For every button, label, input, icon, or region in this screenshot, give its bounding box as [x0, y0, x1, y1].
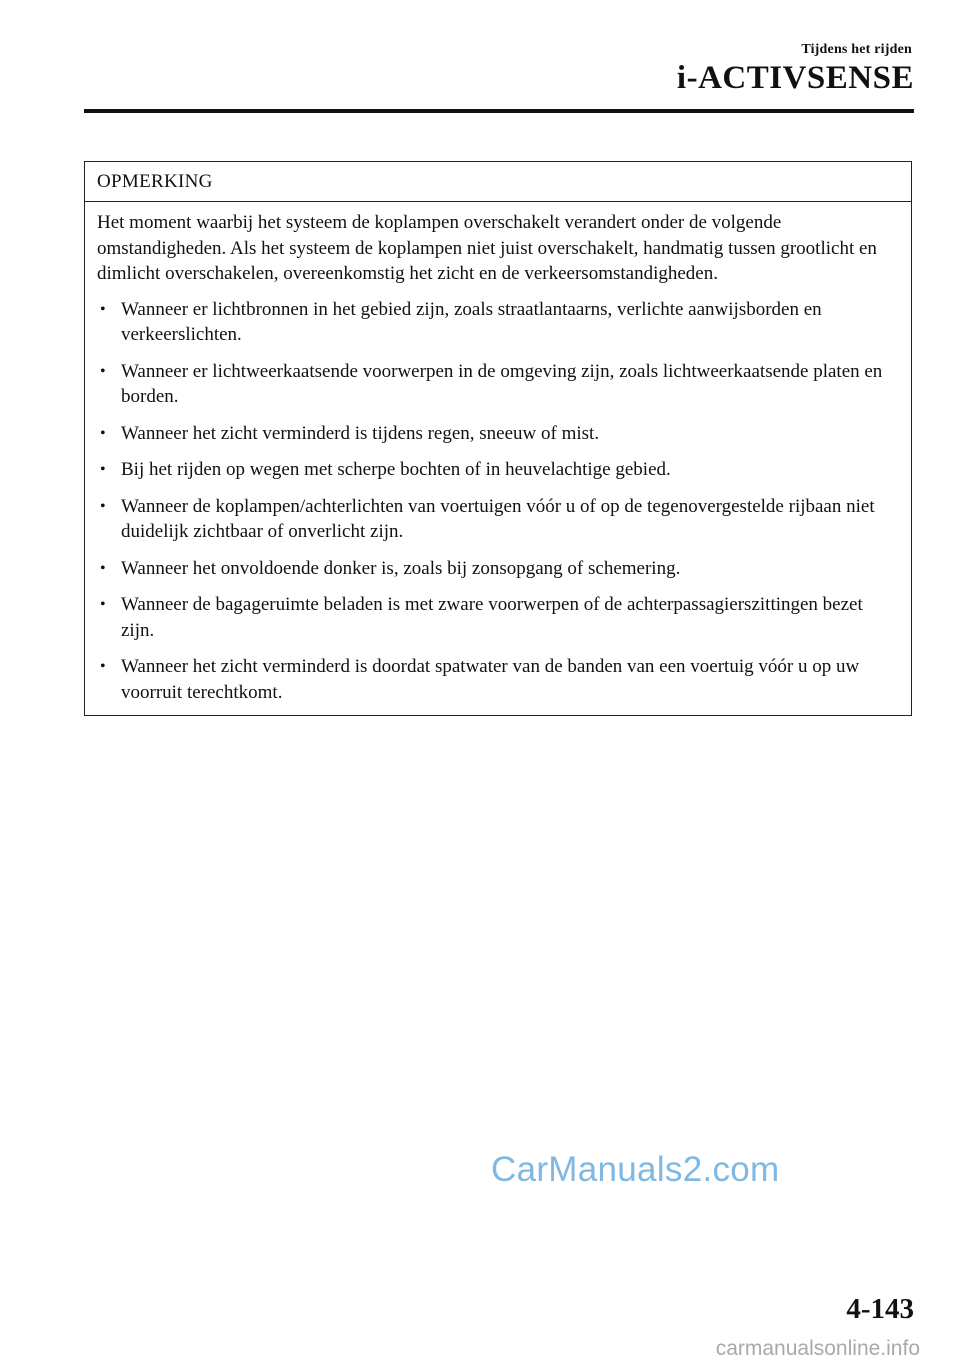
- footer-url[interactable]: carmanualsonline.info: [715, 1337, 920, 1360]
- header-rule: [84, 109, 914, 113]
- list-item-text: Wanneer de bagageruimte beladen is met zware voorwerpen of de achterpassagierszittingen bezet zijn.: [121, 594, 863, 641]
- list-item: [97, 359, 899, 410]
- list-item: [97, 494, 899, 545]
- watermark-logo: CarManuals2.com: [491, 1150, 780, 1189]
- list-item: [97, 421, 899, 447]
- bullet-icon: •: [100, 559, 106, 577]
- list-item-text: Bij het rijden op wegen met scherpe bochten of in heuvelachtige gebied.: [121, 459, 671, 480]
- list-item: [97, 297, 899, 348]
- note-list: [97, 297, 899, 706]
- list-item-text: Wanneer er lichtweerkaatsende voorwerpen in de omgeving zijn, zoals lichtweerkaatsende platen en borden.: [121, 360, 883, 407]
- bullet-icon: •: [100, 300, 106, 318]
- bullet-icon: •: [100, 658, 106, 675]
- list-item: [97, 654, 899, 705]
- note-heading: OPMERKING: [85, 162, 911, 202]
- bullet-icon: •: [100, 362, 106, 380]
- list-item-text: Wanneer het onvoldoende donker is, zoals bij zonsopgang of schemering.: [121, 557, 681, 579]
- bullet-icon: •: [100, 596, 106, 613]
- bullet-icon: •: [100, 461, 106, 478]
- list-item: [97, 457, 899, 483]
- header-title: i-ACTIVSENSE: [676, 60, 914, 96]
- list-item-text: Wanneer er lichtbronnen in het gebied zijn, zoals straatlantaarns, verlichte aanwijsborden en verkeerslichten.: [121, 298, 822, 345]
- note-intro: Het moment waarbij het systeem de koplampen overschakelt verandert onder de volgende omstandigheden. Als het systeem de koplampen niet juist overschakelt, handmatig tussen grootlicht en dimlicht overschakelen, overeenkomstig het zicht en de verkeersomstandigheden.: [97, 212, 877, 284]
- bullet-icon: •: [100, 497, 106, 515]
- list-item: [97, 592, 899, 643]
- list-item: [97, 556, 899, 582]
- list-item-text: Wanneer het zicht verminderd is tijdens regen, sneeuw of mist.: [121, 422, 600, 444]
- list-item-text: Wanneer de koplampen/achterlichten van voertuigen vóór u of op de tegenovergestelde rijbaan niet duidelijk zichtbaar of onverlicht zijn.: [121, 495, 875, 542]
- bullet-icon: •: [100, 424, 106, 442]
- note-body: [85, 202, 911, 715]
- header-section-label: Tijdens het rijden: [801, 42, 912, 57]
- list-item-text: Wanneer het zicht verminderd is doordat spatwater van de banden van een voertuig vóór u op uw voorruit terechtkomt.: [121, 656, 860, 703]
- note-box: [84, 161, 912, 716]
- page-number: 4-143: [846, 1293, 914, 1325]
